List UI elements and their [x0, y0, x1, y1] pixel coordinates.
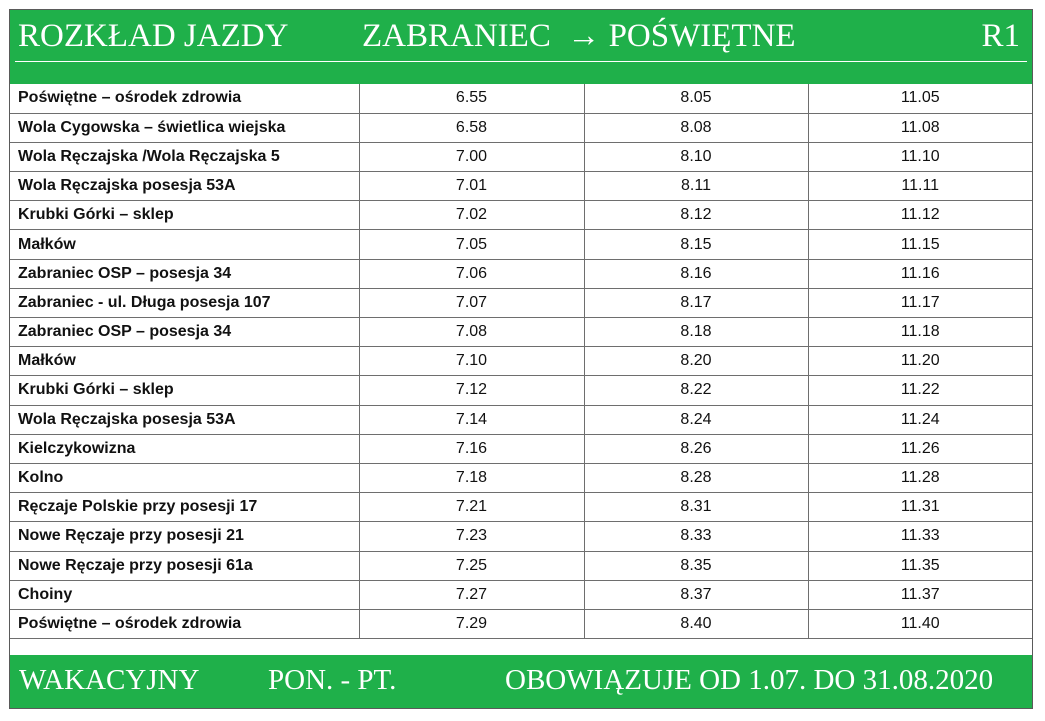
departure-time: 11.08 — [808, 113, 1032, 142]
stop-name: Choiny — [10, 580, 359, 609]
departure-time: 8.22 — [584, 376, 808, 405]
stop-name: Małków — [10, 347, 359, 376]
departure-time: 7.21 — [359, 493, 584, 522]
table-row — [10, 142, 1032, 171]
departure-time: 6.55 — [359, 84, 584, 113]
stop-name: Kielczykowizna — [10, 434, 359, 463]
departure-time: 11.26 — [808, 434, 1032, 463]
departure-time: 7.25 — [359, 551, 584, 580]
departure-time: 11.15 — [808, 230, 1032, 259]
departure-time: 8.33 — [584, 522, 808, 551]
stop-name: Kolno — [10, 463, 359, 492]
stop-name: Wola Ręczajska posesja 53A — [10, 405, 359, 434]
operating-days: PON. - PT. — [268, 664, 397, 696]
departure-time: 8.15 — [584, 230, 808, 259]
departure-time: 7.23 — [359, 522, 584, 551]
stop-name: Zabraniec OSP – posesja 34 — [10, 259, 359, 288]
departure-time: 11.18 — [808, 318, 1032, 347]
table-row — [10, 172, 1032, 201]
table-row — [10, 288, 1032, 317]
departure-time: 8.35 — [584, 551, 808, 580]
departure-time: 7.01 — [359, 172, 584, 201]
stop-name: Zabraniec - ul. Długa posesja 107 — [10, 288, 359, 317]
table-row — [10, 580, 1032, 609]
departure-time: 7.02 — [359, 201, 584, 230]
departure-time: 7.05 — [359, 230, 584, 259]
departure-time: 7.16 — [359, 434, 584, 463]
stop-name: Nowe Ręczaje przy posesji 61a — [10, 551, 359, 580]
departure-time: 6.58 — [359, 113, 584, 142]
stop-name: Zabraniec OSP – posesja 34 — [10, 318, 359, 347]
table-row — [10, 84, 1032, 113]
table-row — [10, 259, 1032, 288]
timetable-title: ROZKŁAD JAZDY — [18, 18, 289, 54]
departure-time: 8.26 — [584, 434, 808, 463]
route-name: ZABRANIEC → POŚWIĘTNE — [362, 18, 796, 54]
departure-time: 11.11 — [808, 172, 1032, 201]
table-row — [10, 434, 1032, 463]
stop-name: Krubki Górki – sklep — [10, 201, 359, 230]
timetable-body — [10, 84, 1032, 639]
departure-time: 8.40 — [584, 609, 808, 638]
table-row — [10, 493, 1032, 522]
departure-time: 8.10 — [584, 142, 808, 171]
timetable-footer — [10, 655, 1032, 708]
departure-time: 11.17 — [808, 288, 1032, 317]
departure-time: 8.24 — [584, 405, 808, 434]
departure-time: 8.17 — [584, 288, 808, 317]
departure-time: 7.07 — [359, 288, 584, 317]
departure-time: 8.08 — [584, 113, 808, 142]
stop-name: Krubki Górki – sklep — [10, 376, 359, 405]
departure-time: 7.18 — [359, 463, 584, 492]
departure-time: 7.27 — [359, 580, 584, 609]
stop-name: Poświętne – ośrodek zdrowia — [10, 609, 359, 638]
table-row — [10, 522, 1032, 551]
departure-time: 7.12 — [359, 376, 584, 405]
departure-time: 11.33 — [808, 522, 1032, 551]
header-divider — [15, 61, 1027, 62]
departure-time: 11.28 — [808, 463, 1032, 492]
departure-time: 11.05 — [808, 84, 1032, 113]
departure-time: 7.08 — [359, 318, 584, 347]
departure-time: 7.00 — [359, 142, 584, 171]
departure-time: 11.31 — [808, 493, 1032, 522]
departure-time: 7.29 — [359, 609, 584, 638]
table-row — [10, 551, 1032, 580]
line-number: R1 — [981, 18, 1020, 54]
stop-name: Wola Ręczajska posesja 53A — [10, 172, 359, 201]
departure-time: 8.20 — [584, 347, 808, 376]
departure-time: 11.24 — [808, 405, 1032, 434]
validity-period: OBOWIĄZUJE OD 1.07. DO 31.08.2020 — [505, 664, 994, 696]
departure-time: 8.37 — [584, 580, 808, 609]
departure-time: 11.37 — [808, 580, 1032, 609]
stop-name: Nowe Ręczaje przy posesji 21 — [10, 522, 359, 551]
departure-time: 11.16 — [808, 259, 1032, 288]
departure-time: 8.18 — [584, 318, 808, 347]
departure-time: 11.10 — [808, 142, 1032, 171]
departure-time: 11.22 — [808, 376, 1032, 405]
table-row — [10, 609, 1032, 638]
departure-time: 8.31 — [584, 493, 808, 522]
departure-time: 11.40 — [808, 609, 1032, 638]
departure-time: 11.35 — [808, 551, 1032, 580]
timetable-sheet — [9, 9, 1033, 709]
table-row — [10, 201, 1032, 230]
table-row — [10, 230, 1032, 259]
stop-name: Ręczaje Polskie przy posesji 17 — [10, 493, 359, 522]
departure-time: 8.16 — [584, 259, 808, 288]
departure-time: 7.14 — [359, 405, 584, 434]
table-row — [10, 405, 1032, 434]
departure-time: 11.12 — [808, 201, 1032, 230]
table-row — [10, 318, 1032, 347]
table-row — [10, 376, 1032, 405]
stop-name: Wola Ręczajska /Wola Ręczajska 5 — [10, 142, 359, 171]
timetable-header — [10, 10, 1032, 84]
stop-name: Małków — [10, 230, 359, 259]
departure-time: 8.12 — [584, 201, 808, 230]
departure-time: 8.28 — [584, 463, 808, 492]
stop-name: Poświętne – ośrodek zdrowia — [10, 84, 359, 113]
departure-time: 7.10 — [359, 347, 584, 376]
table-row — [10, 463, 1032, 492]
departure-time: 8.11 — [584, 172, 808, 201]
departure-time: 8.05 — [584, 84, 808, 113]
season-label: WAKACYJNY — [19, 664, 200, 696]
departure-time: 11.20 — [808, 347, 1032, 376]
table-row — [10, 113, 1032, 142]
timetable-table — [10, 84, 1032, 639]
departure-time: 7.06 — [359, 259, 584, 288]
stop-name: Wola Cygowska – świetlica wiejska — [10, 113, 359, 142]
table-row — [10, 347, 1032, 376]
